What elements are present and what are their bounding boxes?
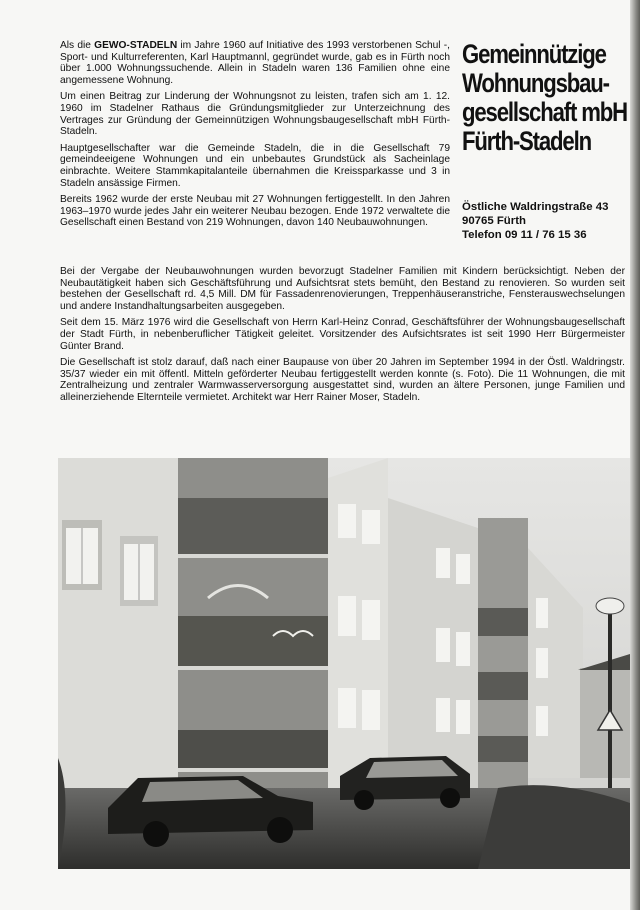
paragraph-6: Seit dem 15. März 1976 wird die Gesellschaft von Herrn Karl-Heinz Conrad, Geschäftsführer der Wohnungsbaugesellschaft der Stadt Fürth, in nebenberuflicher Tätigkeit geleitet. Vorsitzender des Aufsichtsrates ist seit 1990 Herr Bürgermeister Günter Brand. [60, 317, 625, 352]
building-photo [58, 458, 630, 869]
title-line-3: gesellschaft mbH [462, 97, 627, 127]
company-name-bold: GEWO-STADELN [94, 40, 178, 51]
title-line-2: Wohnungsbau- [462, 68, 609, 98]
p1-rest: im Jahre 1960 auf Initiative des 1993 verstorbenen Schul -, Sport- und Kulturreferenten, Karl Hauptmannl, gegründet wurde, gab es in Fürth noch über 1.000 Wohnungssuchende. Allein in Stadeln waren 136 Familien ohne eine angemessene Wohnung. [60, 40, 450, 86]
paragraph-5: Bei der Vergabe der Neubauwohnungen wurden bevorzugt Stadelner Familien mit Kindern berücksichtigt. Neben der Neubautätigkeit haben sich Geschäftsführung und Aufsichtsrat stets bemüht, den Bestand zu renovieren. So wurden seit bestehen der Gesellschaft rd. 4,5 Mill. DM für Fassadenrenovierungen, Treppenhäuseranstriche, Fensterauswechselungen und andere Instandhaltungsarbeiten ausgegeben. [60, 266, 625, 312]
paragraph-1 [60, 40, 450, 86]
address-phone: Telefon 09 11 / 76 15 36 [462, 229, 587, 241]
paragraph-2: Um einen Beitrag zur Linderung der Wohnungsnot zu leisten, trafen sich am 1. 12. 1960 im Stadelner Rathaus die Gründungsmitglieder zur Unterzeichnung des Vertrages zur Gründung der Gemeinnützigen Wohnungsbaugesellschaft mbH Fürth-Stadeln. [60, 91, 450, 138]
title-line-1: Gemeinnützige [462, 39, 606, 69]
p1-lead: Als die [60, 40, 95, 51]
company-header [462, 39, 630, 241]
title-line-4: Fürth-Stadeln [462, 126, 591, 156]
continued-text [60, 266, 625, 409]
company-address [462, 200, 632, 242]
building-photo-illustration [58, 458, 630, 869]
company-title [462, 40, 626, 156]
address-city: 90765 Fürth [462, 215, 526, 227]
scan-edge-shadow [630, 0, 640, 910]
paragraph-3: Hauptgesellschafter war die Gemeinde Stadeln, die in die Gesellschaft 79 gemeindeeigene Wohnungen und ein unbebautes Grundstück als Sacheinlage einbrachte. Weitere Stammkapitalanteile übernahmen die Kreissparkasse und 3 in Stadeln ansässige Firmen. [60, 142, 450, 189]
intro-column [60, 40, 450, 234]
paragraph-4: Bereits 1962 wurde der erste Neubau mit 27 Wohnungen fertiggestellt. In den Jahren 1963–1970 wurde jedes Jahr ein weiterer Neubau bezogen. Ende 1972 verwaltete die Gesellschaft einen Bestand von 219 Wohnungen, davon 140 Neubauwohnungen. [60, 194, 450, 229]
address-street: Östliche Waldringstraße 43 [462, 201, 609, 213]
paragraph-7: Die Gesellschaft ist stolz darauf, daß nach einer Baupause von über 20 Jahren im September 1994 in der Östl. Waldringstr. 35/37 wieder ein mit öffentl. Mitteln geförderter Neubau fertiggestellt werden konnte (s. Foto). Die 11 Wohnungen, die mit Zentralheizung und zentraler Warmwasserversorgung ausgestattet sind, wurden an ältere Personen, junge Familien und alleinerziehende Elternteile vermietet. Architekt war Herr Rainer Moser, Stadeln. [60, 357, 625, 403]
